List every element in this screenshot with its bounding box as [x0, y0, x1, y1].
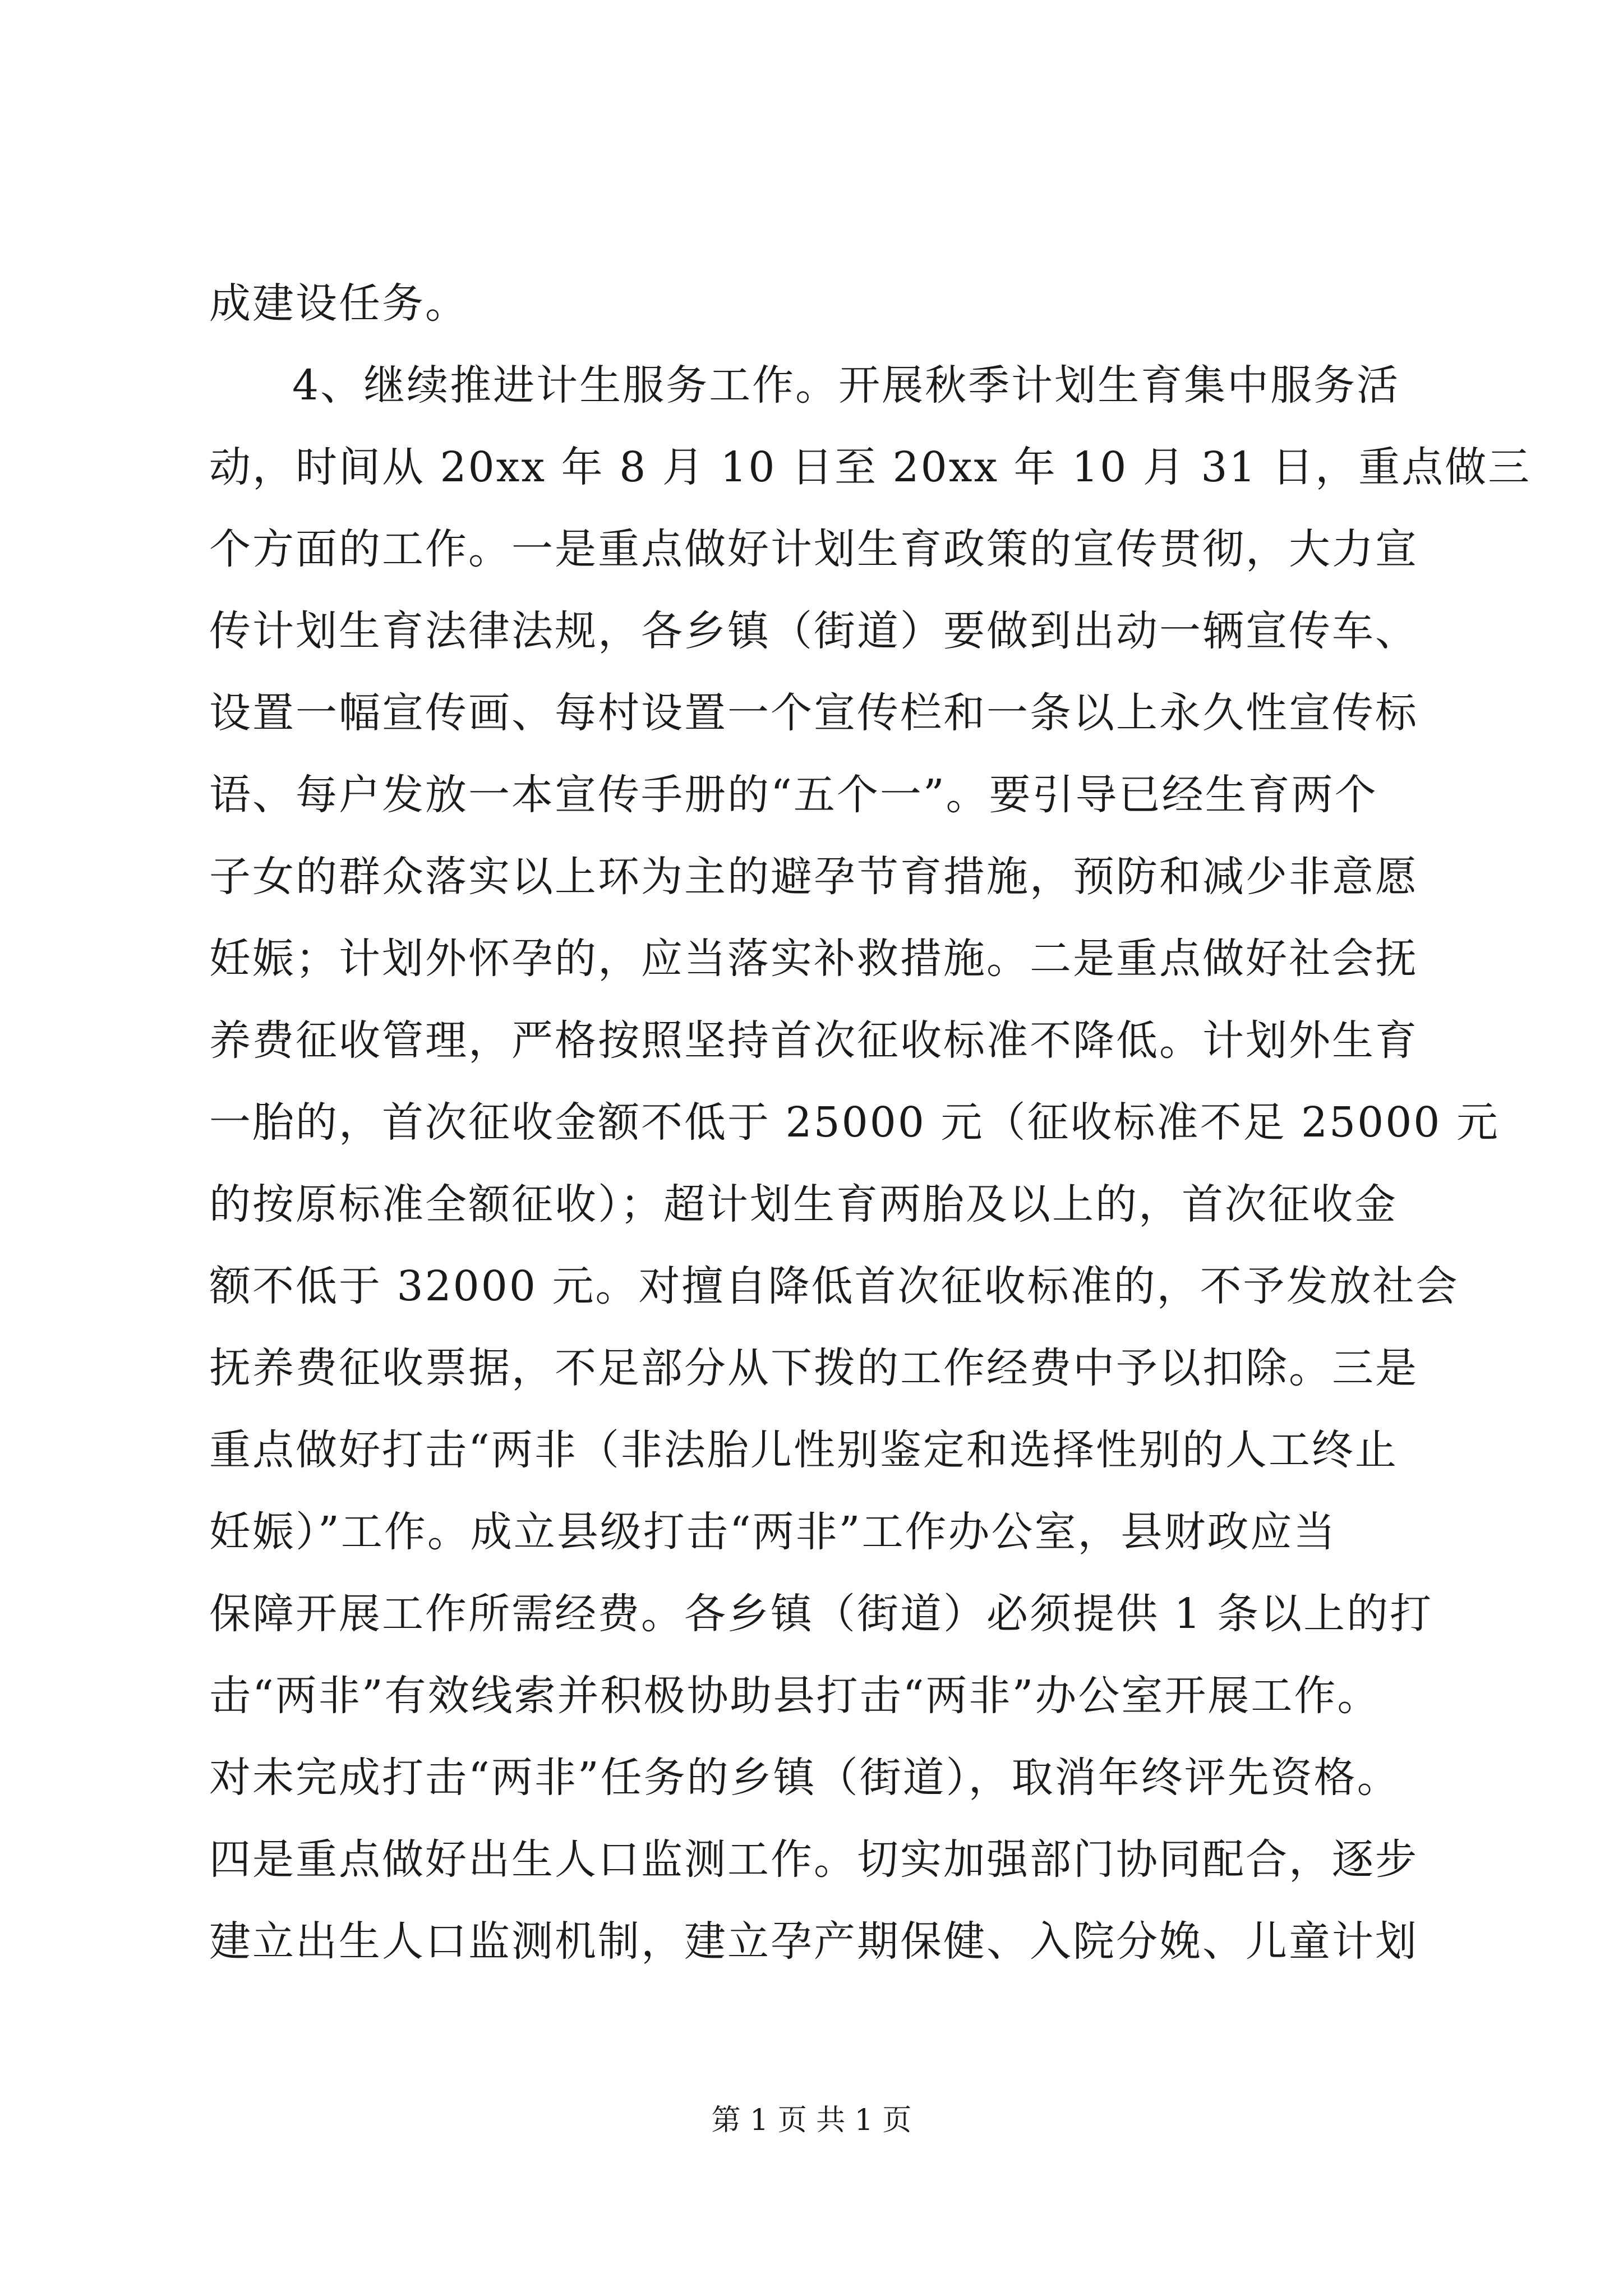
text-line: 抚养费征收票据，不足部分从下拨的工作经费中予以扣除。三是: [209, 1344, 1418, 1392]
text-line: 养费征收管理，严格按照坚持首次征收标准不降低。计划外生育: [209, 1016, 1418, 1065]
text-line: 传计划生育法律法规，各乡镇（街道）要做到出动一辆宣传车、: [209, 607, 1418, 655]
text-line: 子女的群众落实以上环为主的避孕节育措施，预防和减少非意愿: [209, 853, 1418, 901]
body-text: [209, 263, 1532, 1982]
text-line: 建立出生人口监测机制，建立孕产期保健、入院分娩、儿童计划: [209, 1917, 1418, 1966]
text-line: 个方面的工作。一是重点做好计划生育政策的宣传贯彻，大力宣: [209, 525, 1418, 573]
text-line: 设置一幅宣传画、每村设置一个宣传栏和一条以上永久性宣传标: [209, 689, 1418, 737]
text-line: 保障开展工作所需经费。各乡镇（街道）必须提供 1 条以上的打: [209, 1590, 1433, 1638]
page-number-label: 第 1 页 共 1 页: [711, 2104, 912, 2137]
text-line: 妊娠；计划外怀孕的，应当落实补救措施。二是重点做好社会抚: [209, 935, 1418, 983]
text-line: 额不低于 32000 元。对擅自降低首次征收标准的，不予发放社会: [209, 1262, 1459, 1310]
text-line: 四是重点做好出生人口监测工作。切实加强部门协同配合，逐步: [209, 1835, 1418, 1884]
text-line: 对未完成打击“两非”任务的乡镇（街道），取消年终评先资格。: [209, 1754, 1400, 1802]
page-footer: [0, 2101, 1623, 2140]
text-line: 动，时间从 20xx 年 8 月 10 日至 20xx 年 10 月 31 日，重点做三: [209, 443, 1532, 491]
text-line: 重点做好打击“两非（非法胎儿性别鉴定和选择性别的人工终止: [209, 1426, 1398, 1474]
text-line: 语、每户发放一本宣传手册的“五个一”。要引导已经生育两个: [209, 771, 1378, 819]
text-line: 4、继续推进计生服务工作。开展秋季计划生育集中服务活: [292, 361, 1400, 409]
text-line: 的按原标准全额征收）；超计划生育两胎及以上的，首次征收金: [209, 1180, 1398, 1228]
text-line: 一胎的，首次征收金额不低于 25000 元（征收标准不足 25000 元: [209, 1098, 1500, 1147]
text-line: 击“两非”有效线索并积极协助县打击“两非”办公室开展工作。: [209, 1672, 1381, 1720]
text-line: 成建设任务。: [209, 279, 468, 328]
text-line: 妊娠）”工作。成立县级打击“两非”工作办公室，县财政应当: [209, 1508, 1337, 1556]
